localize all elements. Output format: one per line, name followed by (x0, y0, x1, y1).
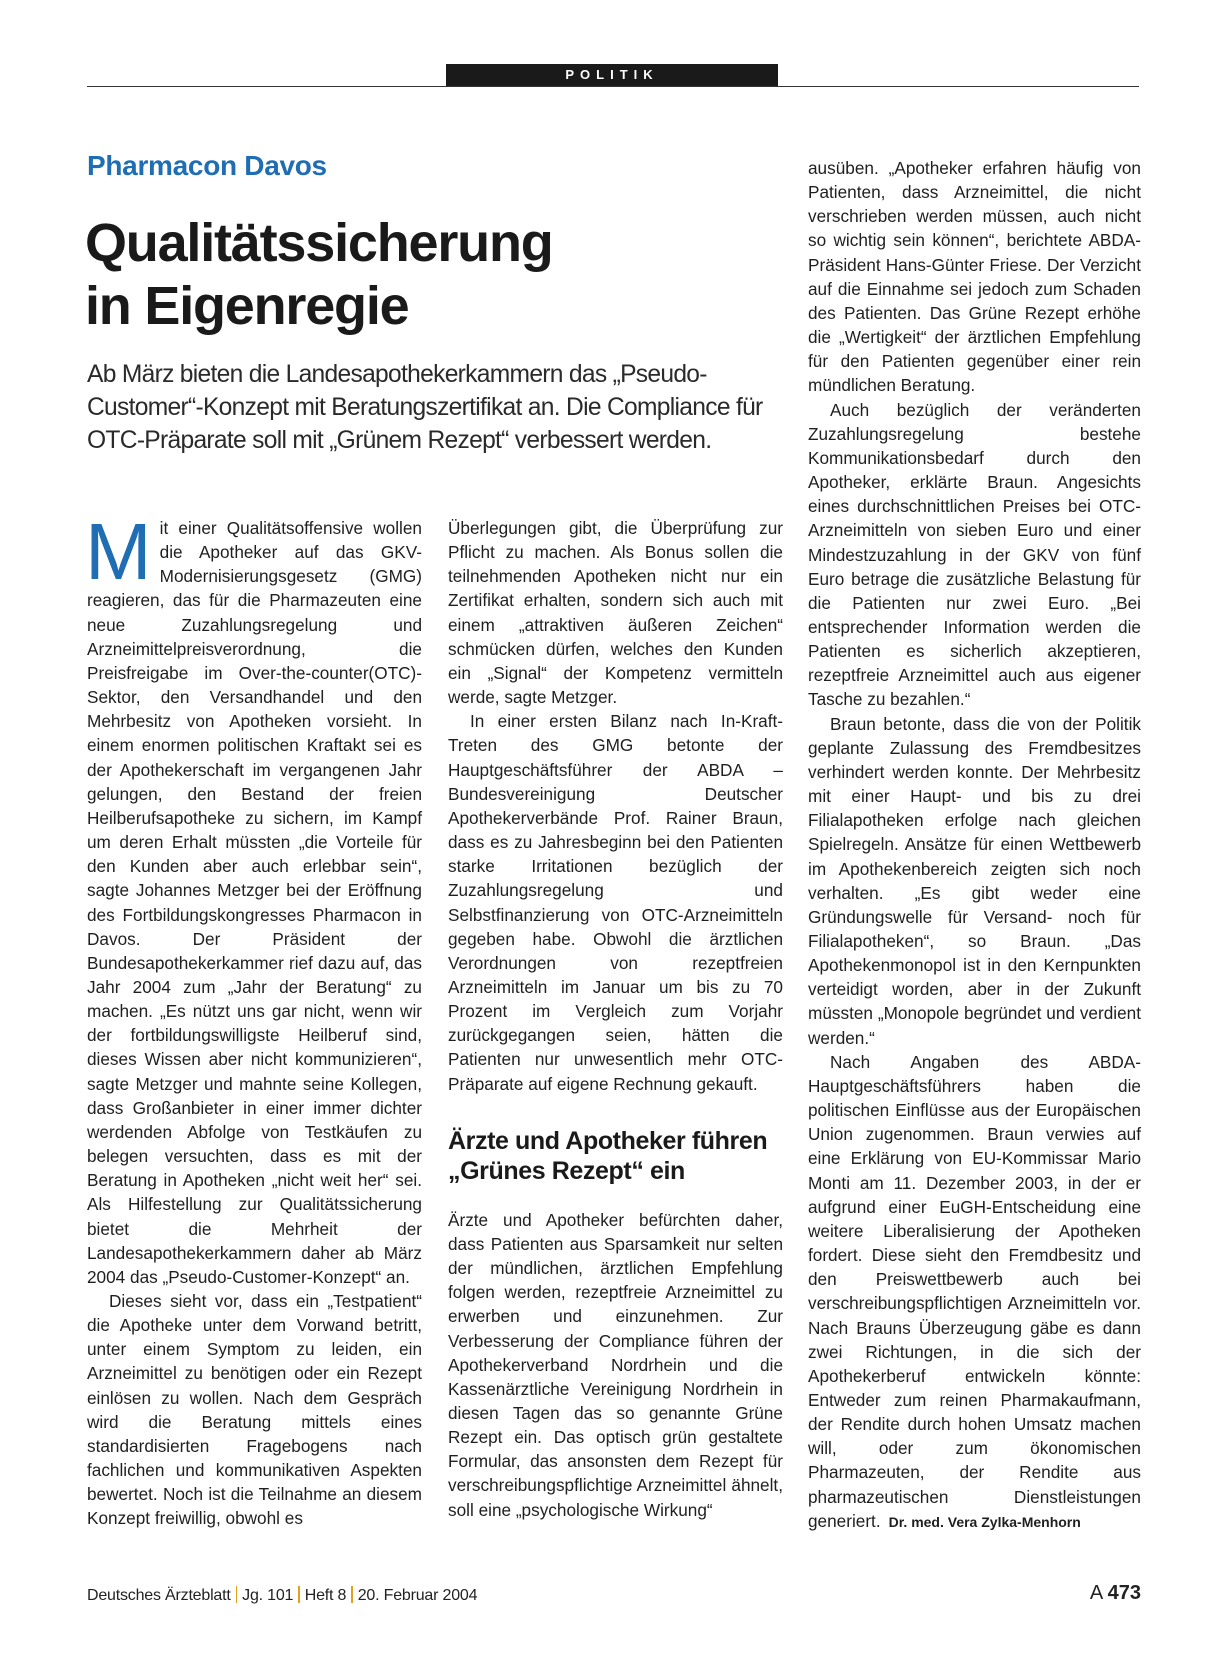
kicker: Pharmacon Davos (87, 150, 327, 181)
headline-line-2: in Eigenregie (85, 276, 409, 336)
page-prefix: A (1089, 1582, 1103, 1604)
drop-cap: M (85, 507, 152, 596)
paragraph: Ärzte und Apotheker befürchten daher, dass Patienten aus Sparsamkeit nur selten der mündlichen, ärztlichen Empfehlung folgen werden, rezeptfreie Arzneimittel zu erwerben und einzunehmen. Zur Verbesserung der Compliance führen der Apothekerverband Nordrhein und die Kassenärztliche Vereinigung Nordrhein in diesen Tagen das so genannte Grüne Rezept ein. Das optisch grün gestaltete Formular, das ansonsten dem Rezept für verschreibungspflichtige Arzneimittel ähnelt, soll eine „psychologische Wirkung“ (448, 1209, 783, 1520)
journal-name: Deutsches Ärzteblatt (87, 1587, 231, 1604)
author-byline: Dr. med. Vera Zylka-Menhorn (888, 1513, 1081, 1530)
separator (351, 1586, 353, 1603)
volume: Jg. 101 (242, 1587, 294, 1604)
column-3 (808, 156, 1141, 1534)
issue-date: 20. Februar 2004 (357, 1587, 478, 1604)
headline-line-1: Qualitätssicherung (85, 213, 553, 273)
separator (298, 1586, 300, 1603)
paragraph: Überlegungen gibt, die Überprüfung zur Pflicht zu machen. Als Bonus sollen die teilnehmenden Apotheken nicht nur ein Zertifikat erhalten, sondern sich auch mit einem „attraktiven äußeren Zeichen“ schmücken dürfen, welches den Kunden ein „Signal“ der Kompetenz vermitteln werde, sagte Metzger. (448, 518, 783, 708)
page-number (1090, 1582, 1141, 1605)
paragraph-text: Nach Angaben des ABDA-Hauptgeschäftsführers haben die politischen Einflüsse aus der Europäischen Union zugenommen. Braun verwies auf eine Erklärung von EU-Kommissar Mario Monti am 11. Dezember 2003, in der er aufgrund einer EuGH-Entscheidung eine weitere Liberalisierung der Apotheken fordert. Diese sieht den Fremdbesitz und den Preiswettbewerb auch bei verschreibungspflichtigen Arzneimitteln vor. Nach Brauns Überzeugung gäbe es dann zwei Richtungen, in die sich der Apothekerberuf entwickeln könnte: Entweder zum reinen Pharmakaufmann, der Rendite durch hohen Umsatz machen will, oder zum ökonomischen Pharmazeuten, der Rendite aus pharmazeutischen Dienstleistungen generiert. (808, 1051, 1141, 1531)
paragraph: Dieses sieht vor, dass ein „Testpatient“ die Apotheke unter dem Vorwand betritt, unter einem Symptom zu leiden, ein Arzneimittel zu benötigen oder ein Rezept einlösen zu wollen. Nach dem Gespräch wird die Beratung mittels eines standardisierten Fragebogens nach fachlichen und kommunikativen Aspekten bewertet. Noch ist die Teilnahme an diesem Konzept freiwillig, obwohl es (87, 1291, 422, 1529)
footer-citation (87, 1586, 477, 1605)
paragraph: In einer ersten Bilanz nach In-Kraft-Treten des GMG betonte der Hauptgeschäftsführer der ABDA – Bundesvereinigung Deutscher Apothekerverbände Prof. Rainer Braun, dass es zu Jahresbeginn bei den Patienten starke Irritationen bezüglich der Zuzahlungsregelung und Selbstfinanzierung von OTC-Arzneimitteln gegeben habe. Obwohl die ärztlichen Verordnungen von rezeptfreien Arzneimitteln im Januar um bis zu 70 Prozent im Vergleich zum Vorjahr zurückgegangen seien, hätten die Patienten nur unwesentlich mehr OTC-Präparate auf eigene Rechnung gekauft. (448, 711, 783, 1094)
separator (236, 1586, 238, 1603)
issue: Heft 8 (304, 1587, 347, 1604)
column-1 (85, 507, 422, 1531)
paragraph (808, 1050, 1141, 1534)
paragraph: Braun betonte, dass die von der Politik geplante Zulassung des Fremdbesitzes verhindert werden konnte. Der Mehrbesitz mit einer Haupt- und bis zu drei Filialapotheken erfolge nach gleichen Spielregeln. Ansätze für einen Wettbewerb im Apothekenbereich zeigten sich noch verhalten. „Es gibt weder eine Gründungswelle für Versand- noch für Filialapotheken“, so Braun. „Das Apothekenmonopol ist in den Kernpunkten verteidigt worden, aber in der Zukunft müssten „Monopole begründet und verdient werden.“ (808, 713, 1141, 1048)
paragraph-text: it einer Qualitätsoffensive wollen die Apotheker auf das GKV-Modernisierungsgesetz (GMG) reagieren, das für die Pharmazeuten eine neue Zuzahlungsregelung und Arzneimittelpreisverordnung, die Preisfreigabe im Over-the-counter(OTC)-Sektor, den Versandhandel und den Mehrbesitz von Apotheken vorsieht. In einem enormen politischen Kraftakt sei es der Apothekerschaft im vergangenen Jahr gelungen, den Bestand der freien Heilberufsapotheke zu sichern, im Kampf um deren Erhalt müssten „die Vorteile für den Kunden aber auch erlebbar sein“, sagte Johannes Metzger bei der Eröffnung des Fortbildungskongresses Pharmacon in Davos. Der Präsident der Bundesapothekerkammer rief dazu auf, das Jahr 2004 zum „Jahr der Beratung“ zu machen. „Es nützt uns gar nicht, wenn wir der fortbildungswilligste Heilberuf sind, dieses Wissen aber nicht kommunizieren“, sagte Metzger und mahnte seine Kollegen, dass Großanbieter in einer immer dichter werdenden Abfolge von Testkäufen zu belegen versuchten, dass es mit der Beratung in Apotheken „nicht weit her“ sei. Als Hilfestellung zur Qualitätssicherung bietet die Mehrheit der Landesapothekerkammern daher ab März 2004 das „Pseudo-Customer-Konzept“ an. (87, 518, 422, 1287)
section-label: POLITIK (446, 64, 778, 86)
paragraph: Auch bezüglich der veränderten Zuzahlungsregelung bestehe Kommunikationsbedarf durch den Apotheker, erklärte Braun. Angesichts eines durchschnittlichen Preises bei OTC-Arzneimitteln von sieben Euro und einer Mindestzuzahlung in der GKV von fünf Euro betrage die zusätzliche Belastung für die Patienten nur zwei Euro. „Bei entsprechender Information werden die Patienten es sicherlich akzeptieren, rezeptfreie Arzneimittel auch aus eigener Tasche zu bezahlen.“ (808, 399, 1141, 710)
lead-paragraph: Ab März bieten die Landesapothekerkammern das „Pseudo-Customer“-Konzept mit Beratungszertifikat an. Die Compliance für OTC-Präparate soll mit „Grünem Rezept“ verbessert werden. (87, 361, 763, 454)
headline (85, 212, 745, 338)
subheading: Ärzte und Apotheker führen „Grünes Rezept“ ein (448, 1126, 768, 1185)
paragraph (85, 507, 422, 1289)
column-2 (448, 516, 783, 1522)
paragraph: ausüben. „Apotheker erfahren häufig von Patienten, dass Arzneimittel, die nicht verschrieben werden müssen, auch nicht so wichtig sein können“, berichtete ABDA-Präsident Hans-Günter Friese. Der Verzicht auf die Einnahme sei jedoch zum Schaden des Patienten. Das Grüne Rezept erhöhe die „Wertigkeit“ der ärztlichen Empfehlung für den Patienten gegenüber einer rein mündlichen Beratung. (808, 158, 1141, 396)
top-rule (87, 86, 1139, 87)
page-number-value: 473 (1107, 1582, 1141, 1604)
